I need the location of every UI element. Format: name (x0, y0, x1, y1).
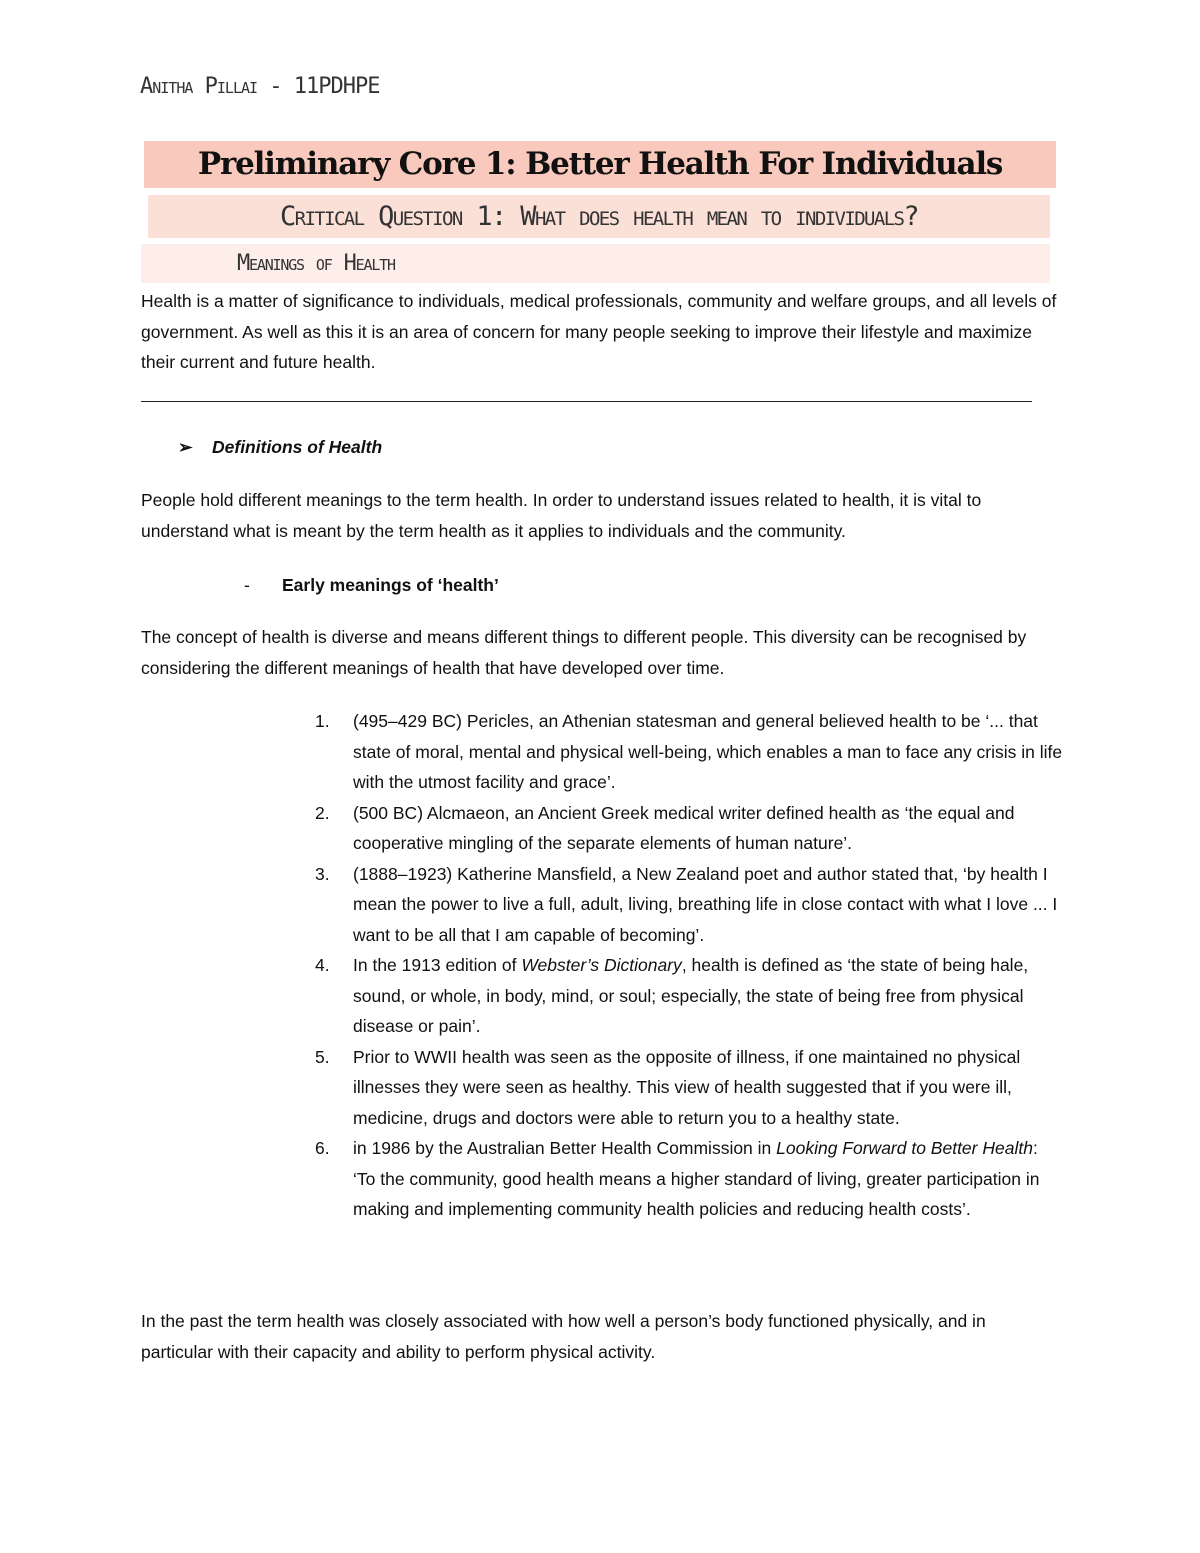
definitions-paragraph: People hold different meanings to the term health. In order to understand issues related to health, it is vital to understand what is meant by the term health as it applies to individuals and the community. (141, 490, 982, 541)
meanings-list (300, 706, 1065, 1225)
book-title-italic: Webster’s Dictionary (521, 955, 682, 975)
list-number: 2. (315, 802, 330, 823)
definitions-heading-text: Definitions of Health (212, 437, 383, 457)
critical-question-heading: Critical Question 1: What does health mean to individuals? (279, 201, 919, 232)
list-number: 1. (315, 711, 330, 731)
list-item-text: Prior to WWII health was seen as the opposite of illness, if one maintained no physical illnesses they were seen as healthy. This view of health suggested that if you were ill, medicine, drugs and doctors were able to return you to a healthy state. (353, 1046, 1021, 1128)
list-number: 4. (315, 955, 330, 975)
list-number: 6. (315, 1138, 330, 1158)
list-number: 5. (315, 1046, 330, 1067)
list-number: 3. (315, 863, 330, 884)
early-meanings-heading (244, 570, 499, 600)
definitions-heading (178, 432, 382, 462)
page-title: Preliminary Core 1: Better Health For Individuals (197, 146, 1003, 182)
list-item-text: (495–429 BC) Pericles, an Athenian statesman and general believed health to be ‘... that state of moral, mental and physical well-being, which enables a man to face any crisis in life with the utmost facility and grace’. (353, 711, 1063, 792)
list-item-text-post: : ‘To the community, good health means a higher standard of living, greater participation in making and implementing community health policies and reducing health costs’. (353, 1138, 1040, 1219)
critical-question-band (148, 195, 1050, 238)
list-item (300, 798, 1065, 859)
list-item (300, 950, 1065, 1042)
list-item (300, 1133, 1065, 1225)
arrow-bullet-icon: ➢ (178, 437, 193, 457)
list-item-text-pre: In the 1913 edition of (353, 955, 522, 975)
report-title-italic: Looking Forward to Better Health (776, 1138, 1033, 1158)
list-item-text-post: , health is defined as ‘the state of being hale, sound, or whole, in body, mind, or soul; especially, the state of being free from physical disease or pain’. (353, 955, 1029, 1036)
list-item (300, 1042, 1065, 1134)
dash-bullet: - (244, 575, 250, 595)
intro-paragraph: Health is a matter of significance to individuals, medical professionals, community and welfare groups, and all levels of government. As well as this it is an area of concern for many people seeking to improve their lifestyle and maximize their current and future health. (141, 291, 1057, 372)
author-header: Anitha Pillai - 11PDHPE (140, 74, 380, 99)
concept-paragraph: The concept of health is diverse and means different things to different people. This diversity can be recognised by considering the different meanings of health that have developed over time. (141, 627, 1027, 678)
closing-paragraph: In the past the term health was closely associated with how well a person’s body functioned physically, and in particular with their capacity and ability to perform physical activity. (141, 1311, 986, 1362)
section-heading-band (141, 244, 1050, 283)
list-item-text-pre: in 1986 by the Australian Better Health Commission in (353, 1138, 777, 1158)
list-item (300, 859, 1065, 951)
horizontal-divider (141, 401, 1032, 402)
list-item-text: (500 BC) Alcmaeon, an Ancient Greek medical writer defined health as ‘the equal and cooperative mingling of the separate elements of human nature’. (353, 802, 1015, 853)
section-heading: Meanings of Health (237, 251, 395, 276)
list-item (300, 706, 1065, 798)
title-band (144, 141, 1056, 188)
early-meanings-heading-text: Early meanings of ‘health’ (282, 575, 499, 595)
list-item-text: (1888–1923) Katherine Mansfield, a New Zealand poet and author stated that, ‘by health I mean the power to live a full, adult, living, breathing life in close contact with what I love ... I want to be all that I am capable of becoming’. (353, 863, 1058, 945)
